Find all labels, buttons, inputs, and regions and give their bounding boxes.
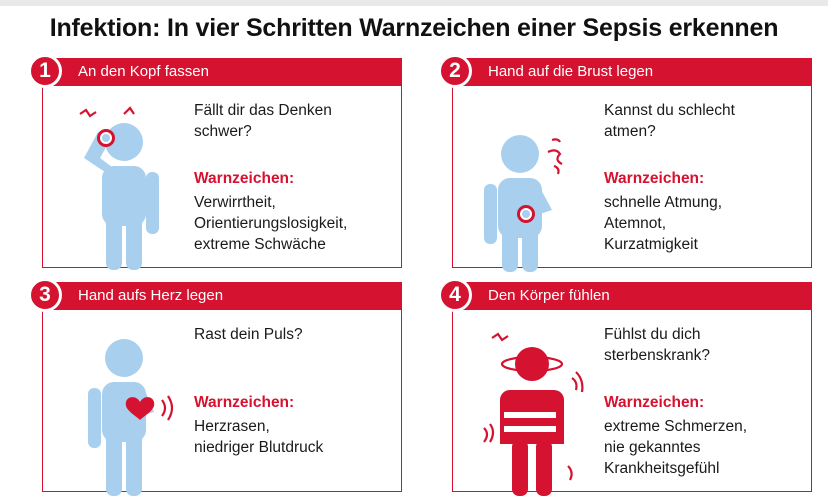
step-card-4	[438, 282, 828, 496]
step-question	[604, 324, 804, 366]
warning-line: Herzrasen,	[194, 418, 270, 435]
question-line: atmen?	[604, 123, 656, 140]
step-label: Den Körper fühlen	[488, 287, 610, 304]
step-label: Hand aufs Herz legen	[78, 287, 224, 304]
warning-label: Warnzeichen:	[604, 394, 705, 411]
question-line: Kannst du schlecht	[604, 102, 735, 119]
step-number: 1	[28, 54, 62, 88]
question-line: Fällt dir das Denken	[194, 102, 332, 119]
question-line: Fühlst du dich	[604, 326, 701, 343]
step-number: 3	[28, 278, 62, 312]
warning-text	[194, 192, 394, 255]
step-card-3	[28, 282, 418, 496]
warning-line: schnelle Atmung,	[604, 194, 723, 211]
warning-line: extreme Schmerzen,	[604, 418, 747, 435]
step-card-2	[438, 58, 828, 272]
warning-label: Warnzeichen:	[604, 170, 705, 187]
step-question	[194, 324, 394, 345]
top-bar	[0, 0, 828, 6]
step-number: 4	[438, 278, 472, 312]
warning-line: Verwirrtheit,	[194, 194, 276, 211]
person-hand-on-heart-icon	[58, 316, 188, 496]
warning-line: Atemnot,	[604, 215, 667, 232]
warning-text	[604, 192, 804, 255]
warning-line: nie gekanntes	[604, 439, 701, 456]
warning-label: Warnzeichen:	[194, 394, 295, 411]
question-line: schwer?	[194, 123, 252, 140]
step-question	[604, 100, 804, 142]
page-title: Infektion: In vier Schritten Warnzeichen einer Sepsis erkennen	[49, 14, 779, 42]
step-card-1	[28, 58, 418, 272]
step-label: Hand auf die Brust legen	[488, 63, 654, 80]
step-number: 2	[438, 54, 472, 88]
person-feeling-sick-icon	[468, 316, 598, 496]
warning-line: niedriger Blutdruck	[194, 439, 324, 456]
step-question	[194, 100, 394, 142]
question-line: Rast dein Puls?	[194, 326, 303, 343]
warning-text	[194, 416, 394, 458]
warning-line: Orientierungslosigkeit,	[194, 215, 348, 232]
warning-line: extreme Schwäche	[194, 236, 326, 253]
person-hand-on-chest-icon	[468, 92, 598, 272]
warning-line: Kurzatmigkeit	[604, 236, 698, 253]
warning-line: Krankheitsgefühl	[604, 460, 720, 477]
warning-text	[604, 416, 804, 479]
person-touching-head-icon	[58, 92, 188, 272]
step-label: An den Kopf fassen	[78, 63, 209, 80]
warning-label: Warnzeichen:	[194, 170, 295, 187]
question-line: sterbenskrank?	[604, 347, 710, 364]
